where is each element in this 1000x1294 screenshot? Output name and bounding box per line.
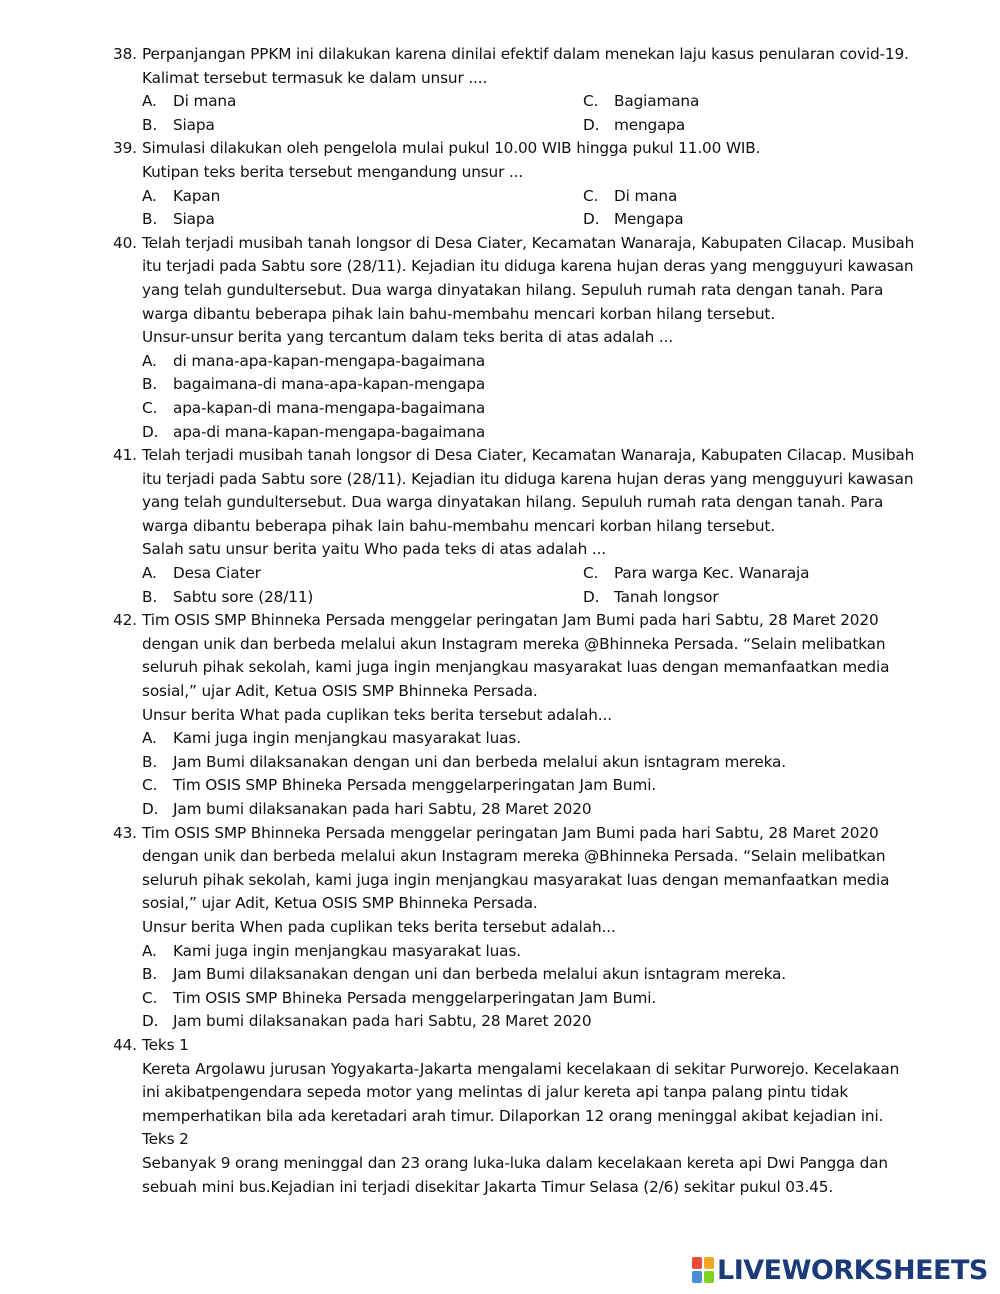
answer-option[interactable] <box>142 963 786 987</box>
question-number: 41. <box>113 446 137 465</box>
option-letter: C. <box>583 564 599 583</box>
option-letter: A. <box>142 186 157 205</box>
question-41 <box>113 444 913 609</box>
option-row <box>142 90 913 114</box>
answer-option[interactable] <box>583 586 1000 610</box>
option-text: di mana-apa-kapan-mengapa-bagaimana <box>173 351 486 370</box>
answer-option[interactable] <box>142 727 521 751</box>
logo-square-blue <box>692 1271 702 1283</box>
option-letter: C. <box>142 398 158 417</box>
question-first-line <box>113 43 913 67</box>
option-row <box>142 397 913 421</box>
option-text: Tim OSIS SMP Bhineka Persada menggelarperingatan Jam Bumi. <box>173 776 657 795</box>
option-letter: A. <box>142 941 157 960</box>
answer-options <box>113 562 913 609</box>
option-row <box>142 421 913 445</box>
option-letter: D. <box>142 800 159 818</box>
option-row <box>142 350 913 374</box>
answer-option[interactable] <box>142 774 656 798</box>
question-text-line: Unsur-unsur berita yang tercantum dalam teks berita di atas adalah ... <box>142 328 674 347</box>
option-row <box>142 586 913 610</box>
option-text: Di mana <box>614 186 678 205</box>
option-text: Kami juga ingin menjangkau masyarakat luas. <box>173 941 521 960</box>
question-text-line: Teks 2 <box>142 1130 189 1149</box>
question-first-line <box>113 1034 913 1058</box>
question-text-line: memperhatikan bila ada keretadari arah timur. Dilaporkan 12 orang meninggal akibat kejadian ini. <box>142 1106 884 1125</box>
question-number: 42. <box>113 611 137 630</box>
option-row <box>142 185 913 209</box>
logo-square-orange <box>704 1257 714 1269</box>
question-text-line: Telah terjadi musibah tanah longsor di Desa Ciater, Kecamatan Wanaraja, Kabupaten Cilacap. Musibah <box>142 446 915 465</box>
footer-branding <box>692 1253 988 1287</box>
question-list <box>113 43 913 1199</box>
question-first-line <box>113 232 913 256</box>
option-text: Kapan <box>173 186 221 205</box>
liveworksheets-logo-icon <box>692 1257 714 1283</box>
question-text-line: Sebanyak 9 orang meninggal dan 23 orang luka-luka dalam kecelakaan kereta api Dwi Pangga dan <box>142 1153 888 1172</box>
answer-option[interactable] <box>142 350 485 374</box>
question-42 <box>113 609 913 821</box>
answer-option[interactable] <box>142 185 583 209</box>
answer-option[interactable] <box>142 586 583 610</box>
answer-option[interactable] <box>142 562 583 586</box>
option-text: Mengapa <box>614 210 684 229</box>
option-letter: B. <box>142 210 158 229</box>
option-letter: D. <box>583 210 600 229</box>
question-text-line: Perpanjangan PPKM ini dilakukan karena dinilai efektif dalam menekan laju kasus penularan covid-19. <box>142 45 909 63</box>
option-letter: D. <box>583 115 600 134</box>
question-text-line: warga dibantu beberapa pihak lain bahu-membahu mencari korban hilang tersebut. <box>142 516 775 535</box>
question-text-line: seluruh pihak sekolah, kami juga ingin menjangkau masyarakat luas dengan memanfaatkan media <box>142 870 890 889</box>
question-first-line <box>113 137 913 161</box>
answer-option[interactable] <box>142 421 485 445</box>
option-letter: D. <box>142 1012 159 1031</box>
question-text-line: Unsur berita When pada cuplikan teks berita tersebut adalah... <box>142 917 616 936</box>
question-39 <box>113 137 913 231</box>
option-row <box>142 940 913 964</box>
question-first-line <box>113 444 913 468</box>
option-letter: B. <box>142 752 158 771</box>
option-text: Desa Ciater <box>173 564 261 583</box>
question-text-line: Simulasi dilakukan oleh pengelola mulai pukul 10.00 WIB hingga pukul 11.00 WIB. <box>142 139 761 158</box>
question-number: 40. <box>113 233 137 252</box>
answer-option[interactable] <box>583 562 1000 586</box>
question-text-line: Tim OSIS SMP Bhinneka Persada menggelar peringatan Jam Bumi pada hari Sabtu, 28 Maret 2020 <box>142 611 879 630</box>
answer-option[interactable] <box>142 940 521 964</box>
question-text-line: Kutipan teks berita tersebut mengandung unsur ... <box>142 162 524 181</box>
answer-option[interactable] <box>142 798 591 822</box>
option-letter: C. <box>142 776 158 795</box>
answer-option[interactable] <box>142 987 656 1011</box>
question-text-line: Kereta Argolawu jurusan Yogyakarta-Jakarta mengalami kecelakaan di sekitar Purworejo. Kecelakaan <box>142 1059 900 1078</box>
option-letter: C. <box>583 92 599 111</box>
brand-name: LIVEWORKSHEETS <box>717 1254 988 1286</box>
option-text: Jam Bumi dilaksanakan dengan uni dan berbeda melalui akun isntagram mereka. <box>173 752 786 771</box>
logo-square-green <box>704 1271 714 1283</box>
question-text-line: Teks 1 <box>142 1035 189 1054</box>
question-text-line: Unsur berita What pada cuplikan teks berita tersebut adalah... <box>142 705 612 724</box>
answer-option[interactable] <box>583 208 1000 232</box>
question-44 <box>113 1034 913 1199</box>
option-row <box>142 987 913 1011</box>
option-row <box>142 373 913 397</box>
question-number: 38. <box>113 45 137 63</box>
option-text: Tim OSIS SMP Bhineka Persada menggelarperingatan Jam Bumi. <box>173 988 657 1007</box>
question-text-line: Telah terjadi musibah tanah longsor di Desa Ciater, Kecamatan Wanaraja, Kabupaten Cilacap. Musibah <box>142 233 915 252</box>
option-text: Bagiamana <box>614 92 700 111</box>
option-letter: B. <box>142 115 158 134</box>
question-text-line: yang telah gundultersebut. Dua warga dinyatakan hilang. Sepuluh rumah rata dengan tanah. Para <box>142 280 884 299</box>
option-text: Kami juga ingin menjangkau masyarakat luas. <box>173 729 521 748</box>
option-text: Jam bumi dilaksanakan pada hari Sabtu, 28 Maret 2020 <box>173 800 592 818</box>
answer-options <box>113 185 913 232</box>
question-text-line: sosial,” ujar Adit, Ketua OSIS SMP Bhinneka Persada. <box>142 894 538 913</box>
answer-option[interactable] <box>142 114 583 138</box>
option-letter: B. <box>142 375 158 394</box>
option-letter: C. <box>583 186 599 205</box>
question-first-line <box>113 822 913 846</box>
option-row <box>142 114 913 138</box>
option-text: Siapa <box>173 115 215 134</box>
option-letter: A. <box>142 564 157 583</box>
question-43 <box>113 822 913 1034</box>
question-text-line: itu terjadi pada Sabtu sore (28/11). Kejadian itu diduga karena hujan deras yang mengguyuri kawasan <box>142 469 914 488</box>
option-letter: C. <box>142 988 158 1007</box>
option-row <box>142 1010 913 1034</box>
option-text: Di mana <box>173 92 237 111</box>
logo-square-red <box>692 1257 702 1269</box>
option-letter: A. <box>142 92 157 111</box>
question-number: 43. <box>113 823 137 842</box>
question-38 <box>113 43 913 137</box>
option-row <box>142 798 913 822</box>
option-text: Siapa <box>173 210 215 229</box>
option-row <box>142 751 913 775</box>
answer-option[interactable] <box>142 90 583 114</box>
answer-options <box>113 727 913 821</box>
option-text: Jam Bumi dilaksanakan dengan uni dan berbeda melalui akun isntagram mereka. <box>173 965 786 984</box>
option-row <box>142 562 913 586</box>
answer-option[interactable] <box>142 208 583 232</box>
question-text-line: Kalimat tersebut termasuk ke dalam unsur .... <box>142 68 488 87</box>
question-40 <box>113 232 913 444</box>
question-number: 39. <box>113 139 137 158</box>
question-text-line: Salah satu unsur berita yaitu Who pada teks di atas adalah ... <box>142 540 606 559</box>
option-text: apa-kapan-di mana-mengapa-bagaimana <box>173 398 486 417</box>
answer-options <box>113 350 913 444</box>
question-text-line: warga dibantu beberapa pihak lain bahu-membahu mencari korban hilang tersebut. <box>142 304 775 323</box>
answer-option[interactable] <box>142 373 485 397</box>
answer-options <box>113 90 913 137</box>
answer-option[interactable] <box>583 185 1000 209</box>
answer-option[interactable] <box>142 1010 591 1034</box>
answer-option[interactable] <box>142 397 485 421</box>
question-number: 44. <box>113 1035 137 1054</box>
question-text-line: dengan unik dan berbeda melalui akun Instagram mereka @Bhinneka Persada. “Selain melibatkan <box>142 634 886 653</box>
option-letter: B. <box>142 587 158 606</box>
question-text-line: dengan unik dan berbeda melalui akun Instagram mereka @Bhinneka Persada. “Selain melibatkan <box>142 847 886 866</box>
answer-option[interactable] <box>142 751 786 775</box>
option-letter: B. <box>142 965 158 984</box>
option-text: Sabtu sore (28/11) <box>173 587 314 606</box>
option-text: bagaimana-di mana-apa-kapan-mengapa <box>173 375 486 394</box>
answer-option[interactable] <box>583 90 1000 114</box>
option-text: Tanah longsor <box>614 587 719 606</box>
question-text-line: Tim OSIS SMP Bhinneka Persada menggelar peringatan Jam Bumi pada hari Sabtu, 28 Maret 2020 <box>142 823 879 842</box>
answer-option[interactable] <box>583 114 1000 138</box>
option-text: Para warga Kec. Wanaraja <box>614 564 810 583</box>
question-text-line: yang telah gundultersebut. Dua warga dinyatakan hilang. Sepuluh rumah rata dengan tanah. Para <box>142 493 884 512</box>
option-letter: D. <box>583 587 600 606</box>
question-text-line: sebuah mini bus.Kejadian ini terjadi disekitar Jakarta Timur Selasa (2/6) sekitar pukul 03.45. <box>142 1177 834 1196</box>
option-letter: D. <box>142 422 159 441</box>
question-text-line: seluruh pihak sekolah, kami juga ingin menjangkau masyarakat luas dengan memanfaatkan media <box>142 658 890 677</box>
option-text: mengapa <box>614 115 686 134</box>
question-text-line: ini akibatpengendara sepeda motor yang melintas di jalur kereta api tanpa palang pintu tidak <box>142 1083 849 1102</box>
question-text-line: itu terjadi pada Sabtu sore (28/11). Kejadian itu diduga karena hujan deras yang mengguyuri kawasan <box>142 257 914 276</box>
answer-options <box>113 940 913 1034</box>
question-first-line <box>113 609 913 633</box>
option-letter: A. <box>142 351 157 370</box>
question-text-line: sosial,” ujar Adit, Ketua OSIS SMP Bhinneka Persada. <box>142 682 538 701</box>
option-text: apa-di mana-kapan-mengapa-bagaimana <box>173 422 486 441</box>
option-letter: A. <box>142 729 157 748</box>
option-text: Jam bumi dilaksanakan pada hari Sabtu, 28 Maret 2020 <box>173 1012 592 1031</box>
option-row <box>142 208 913 232</box>
option-row <box>142 963 913 987</box>
option-row <box>142 727 913 751</box>
option-row <box>142 774 913 798</box>
